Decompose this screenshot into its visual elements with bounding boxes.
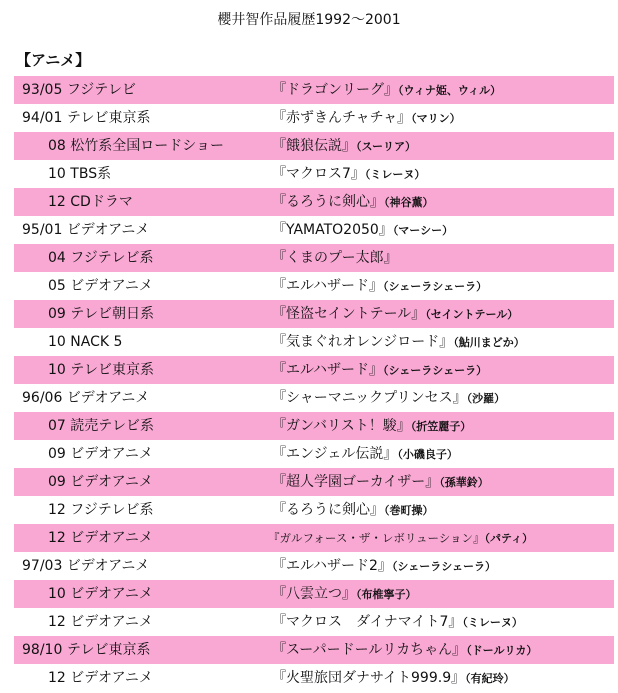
work-cell xyxy=(272,384,505,413)
year: 97/ xyxy=(22,558,45,574)
month: 09 xyxy=(48,306,66,322)
table-row xyxy=(14,104,614,132)
date-cell xyxy=(48,188,133,216)
page-title: 櫻井智作品履歴1992〜2001 xyxy=(217,12,401,28)
work-cell xyxy=(268,524,533,553)
table-row xyxy=(14,496,614,524)
work-title: 『餓狼伝説』 xyxy=(272,138,356,154)
work-cell xyxy=(272,272,487,301)
date-cell xyxy=(22,76,136,104)
media: ビデオアニメ xyxy=(66,390,150,406)
month: 12 xyxy=(48,670,66,686)
media: ビデオアニメ xyxy=(70,446,153,462)
media: NACK 5 xyxy=(70,334,123,350)
role-name: （シェーラシェーラ） xyxy=(383,364,488,377)
date-cell xyxy=(22,384,149,412)
work-title: 『八雲立つ』 xyxy=(272,586,356,602)
work-cell xyxy=(272,440,458,469)
role-name: （マーシー） xyxy=(392,224,454,237)
table-row xyxy=(14,272,614,300)
table-row xyxy=(14,356,614,384)
work-title: 『ガンバリスト！駿』 xyxy=(272,418,411,434)
month: 10 xyxy=(48,334,66,350)
date-cell xyxy=(48,440,153,468)
month: 08 xyxy=(48,138,66,154)
month: 10 xyxy=(48,166,66,182)
work-title: 『赤ずきんチャチャ』 xyxy=(272,110,412,126)
section-heading-anime: 【アニメ】 xyxy=(16,51,91,69)
date-cell xyxy=(48,272,153,300)
date-cell xyxy=(48,468,153,496)
work-title: 『エルハザード』 xyxy=(272,278,384,294)
media: 松竹系全国ロードショー xyxy=(70,138,225,154)
date-cell xyxy=(48,580,153,608)
work-cell xyxy=(272,76,501,105)
table-row xyxy=(14,300,614,328)
work-cell xyxy=(272,552,496,581)
month: 05 xyxy=(44,82,63,98)
work-cell xyxy=(272,580,417,609)
table-row xyxy=(14,552,614,580)
media: ビデオアニメ xyxy=(70,474,153,490)
work-title: 『火聖旅団ダナサイト999.9』 xyxy=(272,670,466,686)
media: ビデオアニメ xyxy=(70,614,153,630)
media: テレビ東京系 xyxy=(66,110,151,126)
work-title: 『スーパードールリカちゃん』 xyxy=(272,642,467,658)
media: ビデオアニメ xyxy=(70,586,153,602)
date-cell xyxy=(22,104,151,132)
work-cell xyxy=(272,636,537,665)
month: 09 xyxy=(48,474,66,490)
month: 10 xyxy=(44,642,63,658)
year: 95/ xyxy=(22,222,45,238)
media: ビデオアニメ xyxy=(70,530,153,546)
media: フジテレビ xyxy=(66,82,136,98)
year: 94/ xyxy=(22,110,45,126)
media: フジテレビ系 xyxy=(70,250,154,266)
role-name: （鮎川まどか） xyxy=(453,336,525,349)
work-title: 『超人学園ゴーカイザー』 xyxy=(272,474,440,490)
role-name: （孫華鈴） xyxy=(439,476,489,489)
role-name: （シェーラシェーラ） xyxy=(391,560,496,573)
work-cell xyxy=(272,104,461,133)
work-cell xyxy=(272,328,525,357)
media: テレビ東京系 xyxy=(66,642,151,658)
work-title: 『マクロス7』 xyxy=(272,166,365,182)
work-title: 『エンジェル伝説』 xyxy=(272,446,398,462)
month: 12 xyxy=(48,614,66,630)
table-row xyxy=(14,440,614,468)
date-cell xyxy=(48,356,154,384)
date-cell xyxy=(48,664,153,692)
role-name: （沙羅） xyxy=(466,392,506,405)
media: ビデオアニメ xyxy=(66,558,150,574)
media: ビデオアニメ xyxy=(66,222,150,238)
work-title: 『るろうに剣心』 xyxy=(272,502,384,518)
media: フジテレビ系 xyxy=(70,502,154,518)
table-row xyxy=(14,188,614,216)
work-cell xyxy=(272,160,425,189)
work-title: 『ガルフォース・ザ・レボリューション』 xyxy=(268,531,485,545)
month: 10 xyxy=(48,586,66,602)
media: ビデオアニメ xyxy=(70,278,153,294)
role-name: （小磯良子） xyxy=(397,448,458,461)
role-name: （ミレーヌ） xyxy=(462,616,523,629)
work-cell xyxy=(272,300,518,329)
date-cell xyxy=(48,328,122,356)
role-name: （巻町操） xyxy=(384,504,434,517)
work-title: 『エルハザード』 xyxy=(272,362,384,378)
date-cell xyxy=(22,216,149,244)
month: 12 xyxy=(48,194,66,210)
date-cell xyxy=(48,608,153,636)
role-name: （ウィナ姫、ウィル） xyxy=(398,84,502,97)
role-name: （布椎寧子） xyxy=(356,588,417,601)
date-cell xyxy=(22,552,149,580)
role-name: （神谷薫） xyxy=(384,196,434,209)
role-name: （ミレーヌ） xyxy=(364,168,426,181)
media: ビデオアニメ xyxy=(70,670,153,686)
table-row xyxy=(14,412,614,440)
work-title: 『エルハザード2』 xyxy=(272,558,392,574)
work-cell xyxy=(272,496,434,525)
table-row xyxy=(14,328,614,356)
table-row xyxy=(14,160,614,188)
month: 05 xyxy=(48,278,66,294)
works-table xyxy=(14,76,614,692)
work-cell xyxy=(272,132,416,161)
table-row xyxy=(14,216,614,244)
work-title: 『気まぐれオレンジロード』 xyxy=(272,334,454,350)
work-cell xyxy=(272,468,489,497)
table-row xyxy=(14,76,614,104)
role-name: （有紀玲） xyxy=(465,672,515,685)
date-cell xyxy=(48,244,153,272)
work-title: 『YAMATO2050』 xyxy=(272,222,393,238)
month: 10 xyxy=(48,362,66,378)
media: テレビ東京系 xyxy=(70,362,155,378)
month: 01 xyxy=(44,110,63,126)
table-row xyxy=(14,132,614,160)
month: 03 xyxy=(44,558,63,574)
work-cell xyxy=(272,188,434,217)
media: TBS系 xyxy=(70,166,112,182)
work-cell xyxy=(272,412,471,441)
role-name: （ドールリカ） xyxy=(466,644,538,657)
work-title: 『怪盗セイントテール』 xyxy=(272,306,426,322)
table-row xyxy=(14,580,614,608)
table-row xyxy=(14,524,614,552)
work-title: 『くまのプー太郎』 xyxy=(272,250,398,266)
table-row xyxy=(14,664,614,692)
work-title: 『ドラゴンリーグ』 xyxy=(272,82,398,98)
work-title: 『るろうに剣心』 xyxy=(272,194,384,210)
table-row xyxy=(14,608,614,636)
work-title: 『シャーマニックプリンセス』 xyxy=(272,390,467,406)
date-cell xyxy=(48,496,153,524)
date-cell xyxy=(48,132,224,160)
table-row xyxy=(14,384,614,412)
month: 07 xyxy=(48,418,66,434)
media: テレビ朝日系 xyxy=(70,306,155,322)
date-cell xyxy=(48,524,153,552)
month: 12 xyxy=(48,530,66,546)
year: 96/ xyxy=(22,390,45,406)
work-cell xyxy=(272,244,398,273)
role-name: （シェーラシェーラ） xyxy=(383,280,488,293)
month: 12 xyxy=(48,502,66,518)
work-cell xyxy=(272,216,453,245)
month: 01 xyxy=(44,222,63,238)
date-cell xyxy=(48,300,154,328)
table-row xyxy=(14,244,614,272)
month: 06 xyxy=(44,390,63,406)
date-cell xyxy=(48,160,111,188)
media: 読売テレビ系 xyxy=(70,418,155,434)
media: CDドラマ xyxy=(70,194,133,210)
work-cell xyxy=(272,664,515,693)
work-cell xyxy=(272,356,487,385)
work-cell xyxy=(272,608,523,637)
role-name: （折笠麗子） xyxy=(410,420,472,433)
role-name: （スーリア） xyxy=(356,140,416,153)
role-name: （マリン） xyxy=(411,112,461,125)
table-row xyxy=(14,468,614,496)
year: 93/ xyxy=(22,82,45,98)
role-name: （パティ） xyxy=(484,532,534,545)
work-title: 『マクロス ダイナマイト7』 xyxy=(272,614,463,630)
month: 04 xyxy=(48,250,66,266)
role-name: （セイントテール） xyxy=(425,308,519,321)
table-row xyxy=(14,636,614,664)
date-cell xyxy=(48,412,154,440)
date-cell xyxy=(22,636,151,664)
month: 09 xyxy=(48,446,66,462)
year: 98/ xyxy=(22,642,45,658)
